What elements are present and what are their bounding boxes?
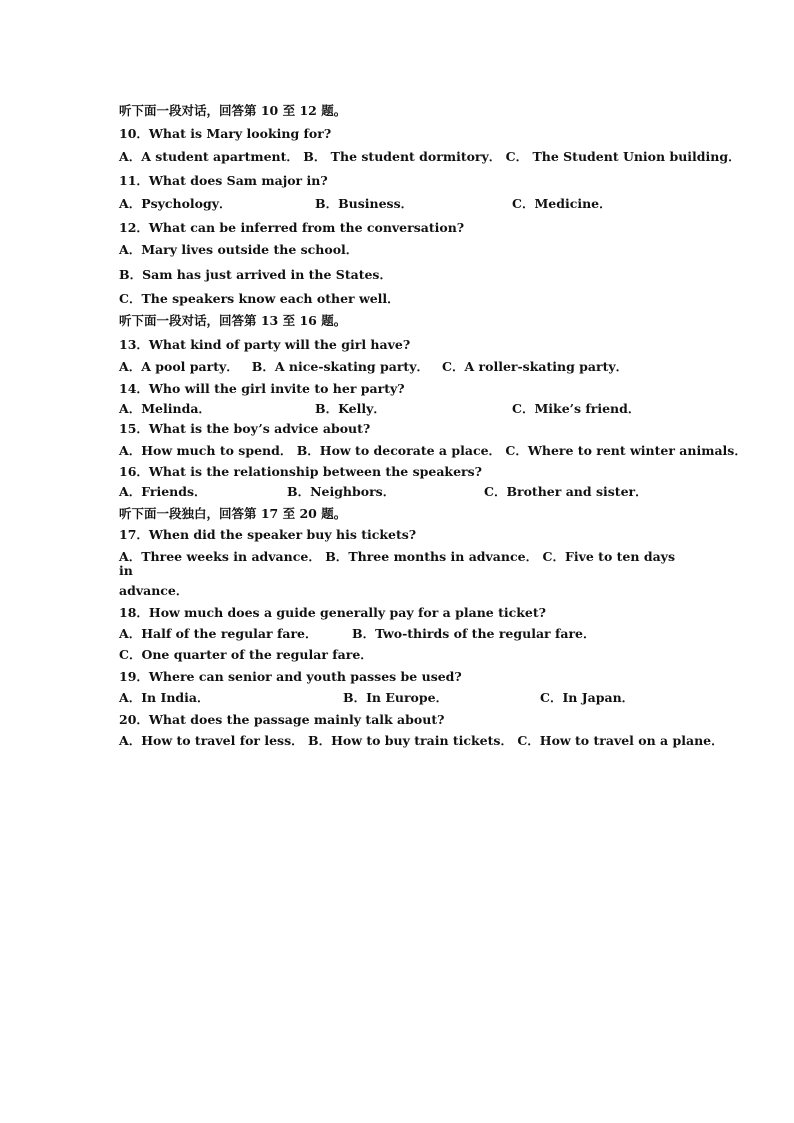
section-heading-3: 听下面一段独白，回答第 17 至 20 题。 [119,505,347,521]
options-12 [119,243,679,306]
option-20-b: B．How to buy train tickets． [308,732,513,748]
option-19-b: B．In Europe． [343,690,449,706]
option-10-c: C． The Student Union building． [505,148,741,164]
section-heading-2: 听下面一段对话，回答第 13 至 16 题。 [119,313,347,329]
options-11 [119,197,679,211]
question-11: 11．What does Sam major in? [119,173,328,189]
option-16-b: B．Neighbors． [287,484,396,500]
exam-page [119,103,747,758]
option-16-a: A．Friends． [119,484,207,500]
question-13: 13．What kind of party will the girl have? [119,336,411,352]
option-20-c: C．How to travel on a plane． [517,732,724,748]
option-13-b: B．A nice-skating party． [251,359,429,375]
question-17: 17．When did the speaker buy his tickets? [119,527,417,543]
option-17-line1: A．Three weeks in advance． B．Three months in advance． C．Five to ten days in [119,548,675,578]
option-14-a: A．Melinda． [119,400,211,416]
question-12: 12．What can be inferred from the conversation? [119,219,465,235]
option-17-line2: advance． [119,583,189,599]
options-14 [119,402,679,416]
option-12-b: B．Sam has just arrived in the States． [119,266,392,282]
options-19 [119,691,679,705]
question-20: 20．What does the passage mainly talk about? [119,711,445,727]
option-18-c: C．One quarter of the regular fare． [119,647,373,663]
option-14-c: C．Mike’s friend． [512,400,641,416]
option-16-c: C．Brother and sister． [484,484,648,500]
option-11-c: C．Medicine． [512,195,612,211]
options-16 [119,485,679,499]
question-14: 14．Who will the girl invite to her party? [119,380,405,396]
options-15 [119,442,747,458]
question-16: 16．What is the relationship between the speakers? [119,464,482,479]
option-12-c: C．The speakers know each other well． [119,291,400,306]
option-11-b: B．Business． [315,195,414,211]
option-15-c: C．Where to rent winter animals． [505,442,747,458]
option-11-a: A．Psychology． [119,195,232,211]
option-15-b: B．How to decorate a place． [296,442,502,458]
option-13-a: A．A pool party． [119,359,239,375]
question-18: 18．How much does a guide generally pay for a plane ticket? [119,604,546,620]
option-14-b: B．Kelly． [315,400,386,416]
option-18-b: B．Two-thirds of the regular fare． [352,626,596,641]
option-12-a: A．Mary lives outside the school． [119,242,359,258]
question-10: 10．What is Mary looking for? [119,126,332,142]
options-20 [119,732,724,748]
question-15: 15．What is the boy’s advice about? [119,421,371,437]
option-10-b: B． The student dormitory． [303,148,502,164]
question-19: 19．Where can senior and youth passes be used? [119,668,462,684]
option-19-c: C．In Japan． [540,690,635,706]
section-heading-1: 听下面一段对话，回答第 10 至 12 题。 [119,103,347,118]
option-15-a: A．How much to spend． [119,442,293,458]
options-13 [119,360,679,374]
option-13-c: C．A roller-skating party． [442,359,629,375]
option-19-a: A．In India． [119,690,210,706]
option-10-a: A．A student apartment． [119,148,299,164]
options-10 [119,148,741,164]
options-18 [119,627,679,641]
option-18-a: A．Half of the regular fare． [119,626,318,641]
option-20-a: A．How to travel for less． [119,732,304,748]
